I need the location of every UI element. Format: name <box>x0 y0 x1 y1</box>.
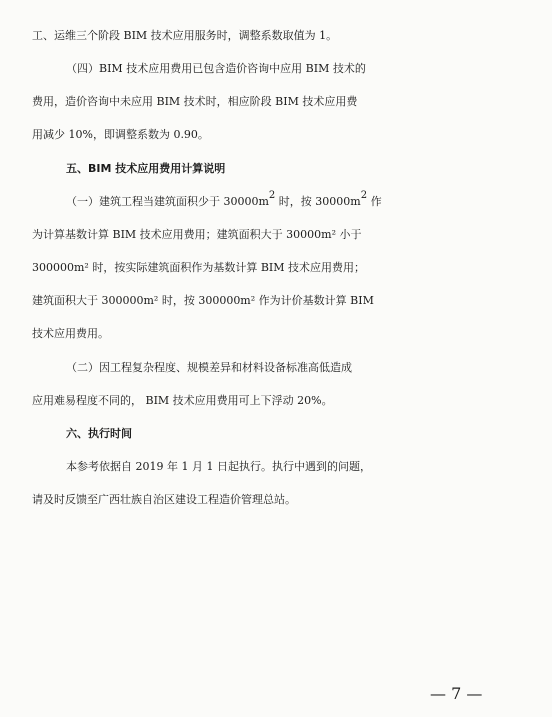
text-line: （四）BIM 技术应用费用已包含造价咨询中应用 BIM 技术的 <box>66 62 366 75</box>
page-number: — 7 — <box>430 684 483 703</box>
text-line: 为计算基数计算 BIM 技术应用费用；建筑面积大于 30000m² 小于 <box>32 228 362 241</box>
text-line: 用减少 10%，即调整系数为 0.90。 <box>32 128 209 141</box>
text-line: 工、运维三个阶段 BIM 技术应用服务时，调整系数取值为 1。 <box>32 29 338 42</box>
text-line: 本参考依据自 2019 年 1 月 1 日起执行。执行中遇到的问题， <box>66 460 371 473</box>
text-line: （一）建筑工程当建筑面积少于 $30000m^2$ 时，按 $30000m^2$ 作 <box>66 190 382 208</box>
text-line: 请及时反馈至广西壮族自治区建设工程造价管理总站。 <box>32 493 296 506</box>
section-heading: 六、执行时间 <box>66 427 132 440</box>
text-line: 应用难易程度不同的， BIM 技术应用费用可上下浮动 20%。 <box>32 394 333 407</box>
text-line: （二）因工程复杂程度、规模差异和材料设备标准高低造成 <box>66 361 352 374</box>
text-line: 建筑面积大于 300000m² 时，按 300000m² 作为计价基数计算 BIM <box>32 294 374 307</box>
section-heading: 五、BIM 技术应用费用计算说明 <box>66 162 226 175</box>
text-line: 技术应用费用。 <box>32 327 109 340</box>
text-line: 费用，造价咨询中未应用 BIM 技术时，相应阶段 BIM 技术应用费 <box>32 95 358 108</box>
text-line: 300000m² 时，按实际建筑面积作为基数计算 BIM 技术应用费用； <box>32 261 366 274</box>
